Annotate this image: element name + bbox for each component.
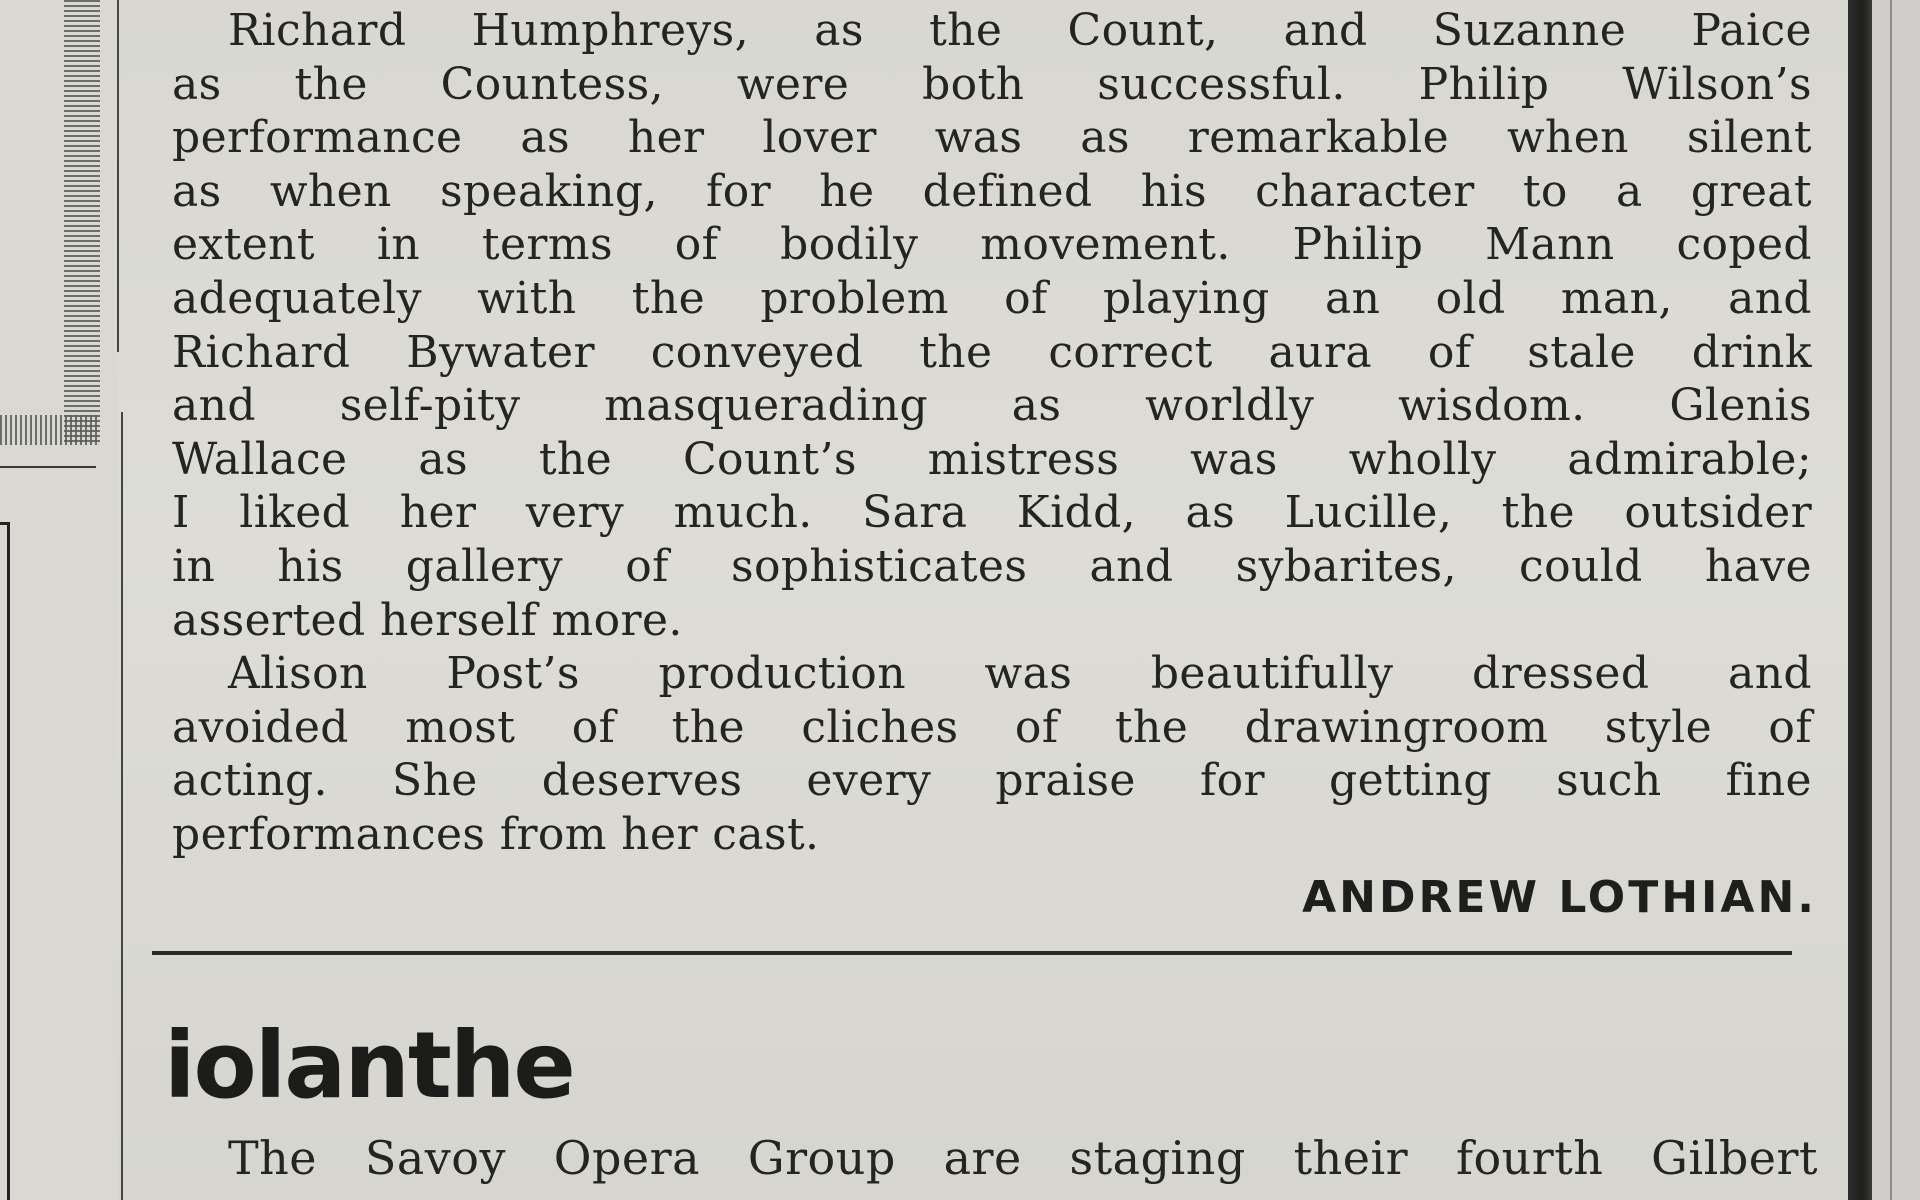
article-line: as when speaking, for he defined his character to a great [172, 165, 1812, 217]
article-line: performances from her cast. [172, 808, 820, 860]
author-signature: ANDREW LOTHIAN. [1302, 872, 1817, 923]
right-thin-rule [1890, 0, 1892, 1200]
article-line: asserted herself more. [172, 594, 683, 646]
article-line: Alison Post’s production was beautifully dressed and [228, 648, 1812, 700]
article-line: avoided most of the cliches of the drawingroom style of [172, 701, 1812, 753]
right-black-border [1848, 0, 1872, 1200]
right-margin [1872, 0, 1920, 1200]
article-line: as the Countess, were both successful. Philip Wilson’s [172, 58, 1812, 110]
column-divider-top [117, 0, 119, 352]
column-divider-bottom [121, 412, 123, 1200]
article-line: in his gallery of sophisticates and sybarites, could have [172, 540, 1812, 592]
article-line: performance as her lover was as remarkable when silent [172, 112, 1812, 164]
next-article-first-line: The Savoy Opera Group are staging their fourth Gilbert [228, 1131, 1818, 1185]
left-hatched-border [64, 0, 100, 445]
review-article-body [172, 4, 1812, 862]
article-line: adequately with the problem of playing an old man, and [172, 272, 1812, 324]
left-column-margin [0, 0, 118, 1200]
article-line: I liked her very much. Sara Kidd, as Lucille, the outsider [172, 487, 1812, 539]
left-box-border [0, 522, 10, 1200]
article-line: Richard Bywater conveyed the correct aura of stale drink [172, 326, 1812, 378]
left-column-rule [0, 466, 96, 468]
article-separator-rule [152, 951, 1792, 955]
article-line: extent in terms of bodily movement. Philip Mann coped [172, 219, 1812, 271]
next-article-heading: iolanthe [164, 1012, 574, 1119]
article-line: Wallace as the Count’s mistress was wholly admirable; [172, 433, 1812, 485]
article-line: and self-pity masquerading as worldly wisdom. Glenis [172, 380, 1812, 432]
article-line: acting. She deserves every praise for getting such fine [172, 755, 1812, 807]
left-hatched-border-corner [0, 415, 98, 445]
article-line: Richard Humphreys, as the Count, and Suzanne Paice [228, 5, 1812, 56]
